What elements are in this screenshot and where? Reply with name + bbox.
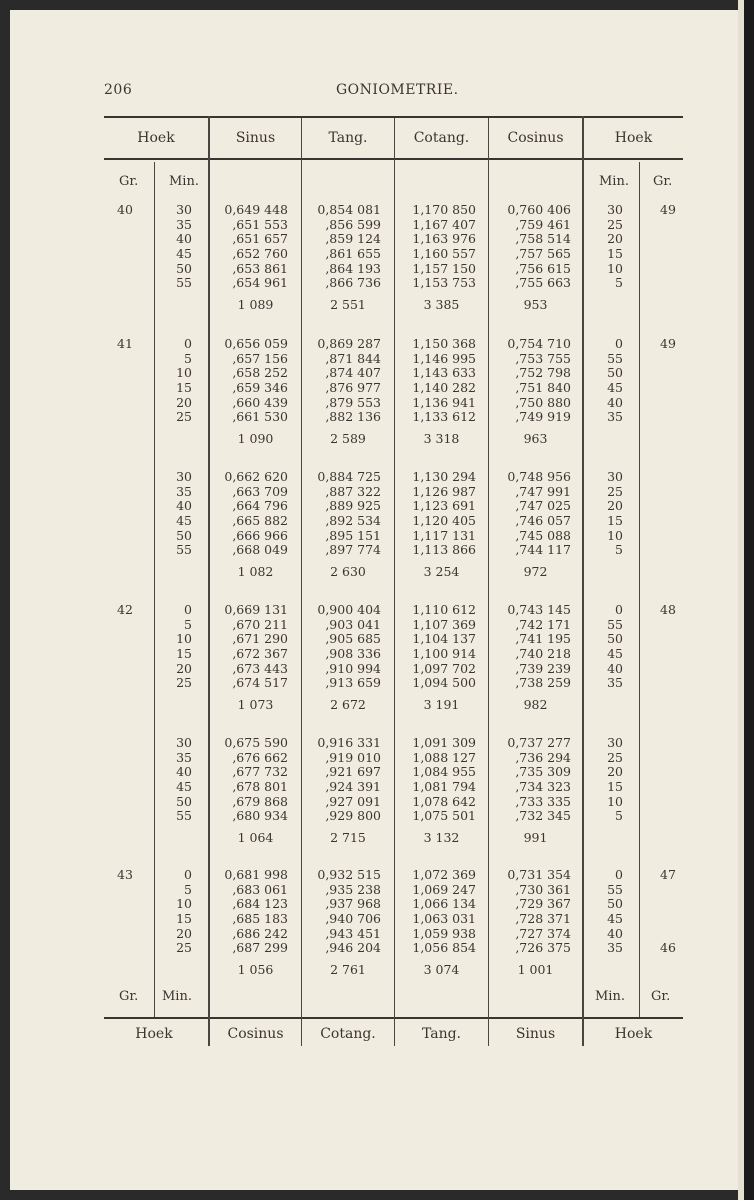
label-gr-bottom-right: Gr. (651, 989, 671, 1004)
cell-diff-tang: 2 630 (330, 564, 366, 579)
cell-diff-tang: 2 761 (330, 962, 366, 977)
cell-min: 5 (184, 350, 192, 366)
cell-diff-sinus: 1 064 (237, 830, 274, 845)
cell-min-right: 25 (607, 483, 623, 499)
cell-min-right: 20 (607, 231, 623, 247)
cell-min: 40 (176, 231, 192, 247)
cell-tang: ,937 968 (325, 896, 381, 912)
cell-sinus: 0,675 590 (224, 735, 288, 750)
cell-sinus: ,652 760 (232, 245, 288, 261)
cell-tang: 0,884 725 (317, 469, 381, 484)
cell-sinus: 0,649 448 (224, 202, 288, 217)
divider-min-gr (639, 162, 640, 1017)
cell-min: 20 (176, 394, 192, 410)
label-gr-bottom-left: Gr. (119, 989, 139, 1004)
cell-cotang: 1,133 612 (412, 409, 476, 425)
cell-cotang: 1,066 134 (412, 896, 476, 912)
cell-cotang: 1,081 794 (412, 778, 476, 794)
cell-cosinus: ,732 345 (515, 808, 571, 824)
cell-sinus: ,668 049 (232, 542, 288, 558)
cell-cosinus: ,741 195 (515, 631, 571, 647)
cell-sinus: ,686 242 (232, 925, 288, 941)
cell-min-right: 35 (607, 675, 623, 691)
cell-cosinus: ,746 057 (515, 512, 571, 528)
cell-cosinus: ,759 461 (515, 216, 571, 232)
cell-degree-right: 47 (660, 867, 676, 882)
cell-min-right: 45 (607, 910, 623, 926)
cell-cosinus: ,752 798 (515, 365, 571, 381)
cell-diff-sinus: 1 089 (237, 297, 274, 312)
cell-min: 45 (176, 778, 192, 794)
cell-min-right: 10 (607, 793, 623, 809)
cell-min: 25 (176, 409, 192, 425)
cell-cosinus: ,734 323 (515, 778, 571, 794)
cell-min-right: 15 (607, 778, 623, 794)
cell-min-right: 30 (607, 469, 623, 484)
cell-sinus: 0,656 059 (224, 336, 288, 351)
col-header-hoek-right: Hoek (614, 130, 653, 146)
col-header-cotang: Cotang. (413, 130, 470, 146)
label-gr-top-left: Gr. (119, 174, 139, 189)
cell-sinus: ,657 156 (232, 350, 288, 366)
cell-cosinus: ,757 565 (515, 245, 571, 261)
cell-min-right: 45 (607, 645, 623, 661)
cell-cosinus: ,744 117 (515, 542, 571, 558)
cell-min: 30 (176, 735, 192, 750)
cell-cotang: 1,150 368 (412, 336, 476, 351)
cell-diff-cosinus: 982 (523, 697, 548, 712)
cell-min-right: 10 (607, 527, 623, 543)
cell-diff-cosinus: 972 (523, 564, 548, 579)
cell-tang: ,892 534 (325, 512, 381, 528)
cell-tang: ,859 124 (325, 231, 381, 247)
label-min-bottom-left: Min. (162, 989, 192, 1004)
cell-sinus: ,672 367 (232, 645, 288, 661)
cell-sinus: ,679 868 (232, 793, 288, 809)
cell-tang: ,913 659 (325, 675, 381, 691)
cell-min-right: 30 (607, 735, 623, 750)
cell-sinus: ,658 252 (232, 365, 288, 381)
cell-cosinus: ,751 840 (515, 379, 571, 395)
cell-min-right: 45 (607, 379, 623, 395)
cell-sinus: 0,662 620 (224, 469, 288, 484)
cell-tang: 0,900 404 (317, 602, 381, 617)
cell-min-right: 15 (607, 512, 623, 528)
cell-tang: 0,869 287 (317, 336, 381, 351)
cell-diff-cosinus: 963 (523, 431, 548, 446)
cell-cotang: 1,063 031 (412, 910, 476, 926)
cell-cosinus: ,755 663 (515, 275, 571, 291)
cell-min: 30 (176, 469, 192, 484)
col-footer-tang: Tang. (421, 1026, 462, 1042)
cell-min: 0 (184, 867, 192, 882)
cell-min-right: 35 (607, 940, 623, 956)
cell-min: 50 (176, 260, 192, 276)
cell-min: 45 (176, 512, 192, 528)
cell-tang: ,879 553 (325, 394, 381, 410)
cell-min-right: 15 (607, 245, 623, 261)
cell-diff-tang: 2 715 (330, 830, 366, 845)
label-min-top-right: Min. (599, 174, 629, 189)
cell-cosinus: ,749 919 (515, 409, 571, 425)
cell-cotang: 1,110 612 (412, 602, 476, 617)
cell-min-right: 0 (615, 336, 623, 351)
cell-diff-sinus: 1 082 (237, 564, 274, 579)
cell-min: 20 (176, 925, 192, 941)
cell-min: 40 (176, 764, 192, 780)
cell-diff-cosinus: 991 (523, 830, 548, 845)
cell-min: 45 (176, 245, 192, 261)
cell-min: 15 (176, 645, 192, 661)
cell-tang: ,889 925 (325, 498, 381, 514)
cell-diff-tang: 2 589 (330, 431, 366, 446)
cell-cosinus: ,747 025 (515, 498, 571, 514)
col-footer-sinus: Sinus (515, 1026, 556, 1042)
cell-min: 0 (184, 602, 192, 617)
cell-cosinus: ,753 755 (515, 350, 571, 366)
cell-sinus: ,666 966 (232, 527, 288, 543)
cell-min: 35 (176, 749, 192, 765)
cell-min: 30 (176, 202, 192, 217)
cell-min-right: 5 (615, 542, 623, 558)
cell-sinus: ,676 662 (232, 749, 288, 765)
cell-cotang: 1,140 282 (412, 379, 476, 395)
cell-tang: ,882 136 (325, 409, 381, 425)
cell-sinus: ,651 553 (232, 216, 288, 232)
cell-tang: ,895 151 (325, 527, 381, 543)
cell-min: 50 (176, 527, 192, 543)
cell-cosinus: ,727 374 (515, 925, 571, 941)
cell-min-right: 0 (615, 867, 623, 882)
cell-cotang: 1,100 914 (412, 645, 476, 661)
cell-min: 15 (176, 910, 192, 926)
cell-cotang: 1,170 850 (412, 202, 476, 217)
cell-min: 35 (176, 483, 192, 499)
cell-cotang: 1,153 753 (412, 275, 476, 291)
cell-sinus: ,660 439 (232, 394, 288, 410)
cell-cosinus: 0,737 277 (507, 735, 571, 750)
cell-min-right: 55 (607, 881, 623, 897)
cell-cotang: 1,072 369 (412, 867, 476, 882)
cell-min: 10 (176, 896, 192, 912)
cell-cosinus: ,745 088 (515, 527, 571, 543)
col-header-cosinus: Cosinus (507, 130, 564, 146)
cell-min-right: 20 (607, 498, 623, 514)
cell-min-right: 50 (607, 896, 623, 912)
cell-cosinus: ,728 371 (515, 910, 571, 926)
cell-cotang: 1,126 987 (412, 483, 476, 499)
cell-tang: ,929 800 (325, 808, 381, 824)
cell-degree-left: 43 (117, 867, 133, 882)
cell-min-right: 0 (615, 602, 623, 617)
cell-cosinus: ,726 375 (515, 940, 571, 956)
cell-cosinus: ,747 991 (515, 483, 571, 499)
cell-min-right: 30 (607, 202, 623, 217)
cell-tang: ,874 407 (325, 365, 381, 381)
label-gr-top-right: Gr. (653, 174, 673, 189)
cell-degree-right: 48 (660, 602, 676, 617)
cell-tang: ,908 336 (325, 645, 381, 661)
cell-tang: ,903 041 (325, 616, 381, 632)
cell-sinus: ,685 183 (232, 910, 288, 926)
cell-min-right: 55 (607, 350, 623, 366)
cell-cosinus: ,730 361 (515, 881, 571, 897)
cell-cotang: 1,084 955 (412, 764, 476, 780)
col-header-tang: Tang. (328, 130, 368, 146)
cell-min: 50 (176, 793, 192, 809)
cell-min: 20 (176, 660, 192, 676)
cell-tang: ,876 977 (325, 379, 381, 395)
cell-cotang: 1,146 995 (412, 350, 476, 366)
cell-min-right: 20 (607, 764, 623, 780)
col-header-hoek-left: Hoek (137, 130, 175, 146)
cell-cosinus: ,735 309 (515, 764, 571, 780)
col-header-sinus: Sinus (235, 130, 276, 146)
cell-sinus: ,683 061 (232, 881, 288, 897)
label-min-top-left: Min. (169, 174, 199, 189)
cell-tang: ,887 322 (325, 483, 381, 499)
cell-tang: ,921 697 (325, 764, 381, 780)
cell-sinus: 0,681 998 (224, 867, 288, 882)
cell-cosinus: ,736 294 (515, 749, 571, 765)
cell-min: 55 (176, 808, 192, 824)
cell-cotang: 1,136 941 (412, 394, 476, 410)
cell-cotang: 1,097 702 (412, 660, 476, 676)
cell-degree-left: 40 (117, 202, 133, 217)
right-page-edge (738, 0, 744, 1200)
cell-min-right: 25 (607, 216, 623, 232)
cell-sinus: ,673 443 (232, 660, 288, 676)
cell-tang: ,946 204 (325, 940, 381, 956)
cell-diff-tang: 2 551 (330, 297, 366, 312)
cell-min: 10 (176, 365, 192, 381)
cell-cotang: 1,123 691 (412, 498, 476, 514)
cell-tang: 0,932 515 (317, 867, 381, 882)
col-footer-cosinus: Cosinus (227, 1026, 284, 1042)
cell-min-right: 40 (607, 925, 623, 941)
cell-min-right: 40 (607, 660, 623, 676)
col-footer-hoek-left: Hoek (135, 1026, 173, 1042)
cell-cotang: 1,167 407 (412, 216, 476, 232)
cell-cosinus: 0,754 710 (507, 336, 571, 351)
cell-tang: ,861 655 (325, 245, 381, 261)
cell-cotang: 1,130 294 (412, 469, 476, 484)
cell-min: 55 (176, 275, 192, 291)
cell-cotang: 1,088 127 (412, 749, 476, 765)
cell-diff-cotang: 3 385 (423, 297, 460, 312)
col-footer-cotang: Cotang. (320, 1026, 376, 1042)
cell-tang: 0,854 081 (317, 202, 381, 217)
cell-cosinus: ,738 259 (515, 675, 571, 691)
cell-min-right: 25 (607, 749, 623, 765)
cell-cotang: 1,120 405 (412, 512, 476, 528)
cell-min: 25 (176, 940, 192, 956)
cell-cotang: 1,094 500 (412, 675, 476, 691)
cell-cotang: 1,113 866 (412, 542, 476, 558)
cell-min-right: 5 (615, 275, 623, 291)
cell-tang: ,910 994 (325, 660, 381, 676)
cell-cotang: 1,163 976 (412, 231, 476, 247)
cell-cosinus: ,756 615 (515, 260, 571, 276)
cell-tang: ,897 774 (325, 542, 381, 558)
cell-tang: ,924 391 (325, 778, 381, 794)
cell-diff-cotang: 3 254 (423, 564, 460, 579)
cell-tang: ,919 010 (325, 749, 381, 765)
cell-sinus: ,680 934 (232, 808, 288, 824)
cell-sinus: ,678 801 (232, 778, 288, 794)
cell-min: 55 (176, 542, 192, 558)
cell-diff-tang: 2 672 (330, 697, 366, 712)
cell-cotang: 1,104 137 (412, 631, 476, 647)
cell-min: 5 (184, 616, 192, 632)
cell-cosinus: 0,731 354 (507, 867, 571, 882)
cell-tang: ,871 844 (325, 350, 381, 366)
cell-degree-right: 49 (660, 202, 676, 217)
cell-min-right: 55 (607, 616, 623, 632)
cell-cotang: 1,069 247 (412, 881, 476, 897)
cell-cosinus: ,729 367 (515, 896, 571, 912)
cell-sinus: ,677 732 (232, 764, 288, 780)
cell-sinus: ,663 709 (232, 483, 288, 499)
cell-sinus: 0,669 131 (224, 602, 288, 617)
cell-cosinus: ,739 239 (515, 660, 571, 676)
cell-min-right: 35 (607, 409, 623, 425)
cell-cosinus: ,742 171 (515, 616, 571, 632)
label-min-bottom-right: Min. (595, 989, 625, 1004)
cell-cosinus: 0,748 956 (507, 469, 571, 484)
page-title: GONIOMETRIE. (336, 82, 459, 98)
cell-cotang: 1,075 501 (412, 808, 476, 824)
cell-sinus: ,674 517 (232, 675, 288, 691)
cell-diff-cosinus: 1 001 (517, 962, 554, 977)
cell-degree-right: 46 (660, 940, 676, 956)
cell-diff-sinus: 1 073 (237, 697, 274, 712)
cell-diff-cotang: 3 318 (423, 431, 460, 446)
cell-cotang: 1,107 369 (412, 616, 476, 632)
cell-tang: ,905 685 (325, 631, 381, 647)
cell-sinus: ,664 796 (232, 498, 288, 514)
cell-sinus: ,661 530 (232, 409, 288, 425)
cell-min-right: 10 (607, 260, 623, 276)
cell-tang: ,864 193 (325, 260, 381, 276)
cell-diff-cotang: 3 191 (423, 697, 460, 712)
cell-cosinus: ,733 335 (515, 793, 571, 809)
cell-min: 25 (176, 675, 192, 691)
cell-diff-cosinus: 953 (523, 297, 548, 312)
cell-diff-sinus: 1 056 (237, 962, 274, 977)
cell-sinus: ,671 290 (232, 631, 288, 647)
cell-tang: ,943 451 (325, 925, 381, 941)
cell-min: 40 (176, 498, 192, 514)
cell-tang: ,935 238 (325, 881, 381, 897)
cell-sinus: ,654 961 (232, 275, 288, 291)
cell-diff-cotang: 3 132 (423, 830, 460, 845)
cell-cotang: 1,091 309 (412, 735, 476, 750)
cell-tang: ,927 091 (325, 793, 381, 809)
cell-sinus: ,687 299 (232, 940, 288, 956)
cell-cotang: 1,157 150 (412, 260, 476, 276)
cell-tang: 0,916 331 (317, 735, 381, 750)
cell-min: 0 (184, 336, 192, 351)
cell-min-right: 40 (607, 394, 623, 410)
cell-sinus: ,659 346 (232, 379, 288, 395)
cell-degree-left: 41 (117, 336, 133, 351)
cell-diff-cotang: 3 074 (423, 962, 460, 977)
cell-cotang: 1,143 633 (412, 365, 476, 381)
cell-tang: ,866 736 (325, 275, 381, 291)
cell-min-right: 50 (607, 365, 623, 381)
cell-cosinus: 0,743 145 (507, 602, 571, 617)
cell-cotang: 1,160 557 (412, 245, 476, 261)
cell-sinus: ,684 123 (232, 896, 288, 912)
cell-sinus: ,653 861 (232, 260, 288, 276)
col-footer-hoek-right: Hoek (614, 1026, 653, 1042)
cell-tang: ,856 599 (325, 216, 381, 232)
cell-sinus: ,670 211 (232, 616, 288, 632)
cell-cosinus: ,750 880 (515, 394, 571, 410)
cell-cosinus: 0,760 406 (507, 202, 571, 217)
cell-cotang: 1,078 642 (412, 793, 476, 809)
page-number: 206 (104, 82, 133, 98)
cell-cosinus: ,758 514 (515, 231, 571, 247)
cell-min: 5 (184, 881, 192, 897)
cell-min: 15 (176, 379, 192, 395)
cell-sinus: ,665 882 (232, 512, 288, 528)
cell-cosinus: ,740 218 (515, 645, 571, 661)
cell-diff-sinus: 1 090 (237, 431, 274, 446)
cell-tang: ,940 706 (325, 910, 381, 926)
cell-cotang: 1,056 854 (412, 940, 476, 956)
cell-min-right: 5 (615, 808, 623, 824)
cell-cotang: 1,059 938 (412, 925, 476, 941)
cell-degree-left: 42 (117, 602, 133, 617)
cell-sinus: ,651 657 (232, 231, 288, 247)
cell-min: 10 (176, 631, 192, 647)
cell-degree-right: 49 (660, 336, 676, 351)
cell-cotang: 1,117 131 (412, 527, 476, 543)
cell-min-right: 50 (607, 631, 623, 647)
cell-min: 35 (176, 216, 192, 232)
